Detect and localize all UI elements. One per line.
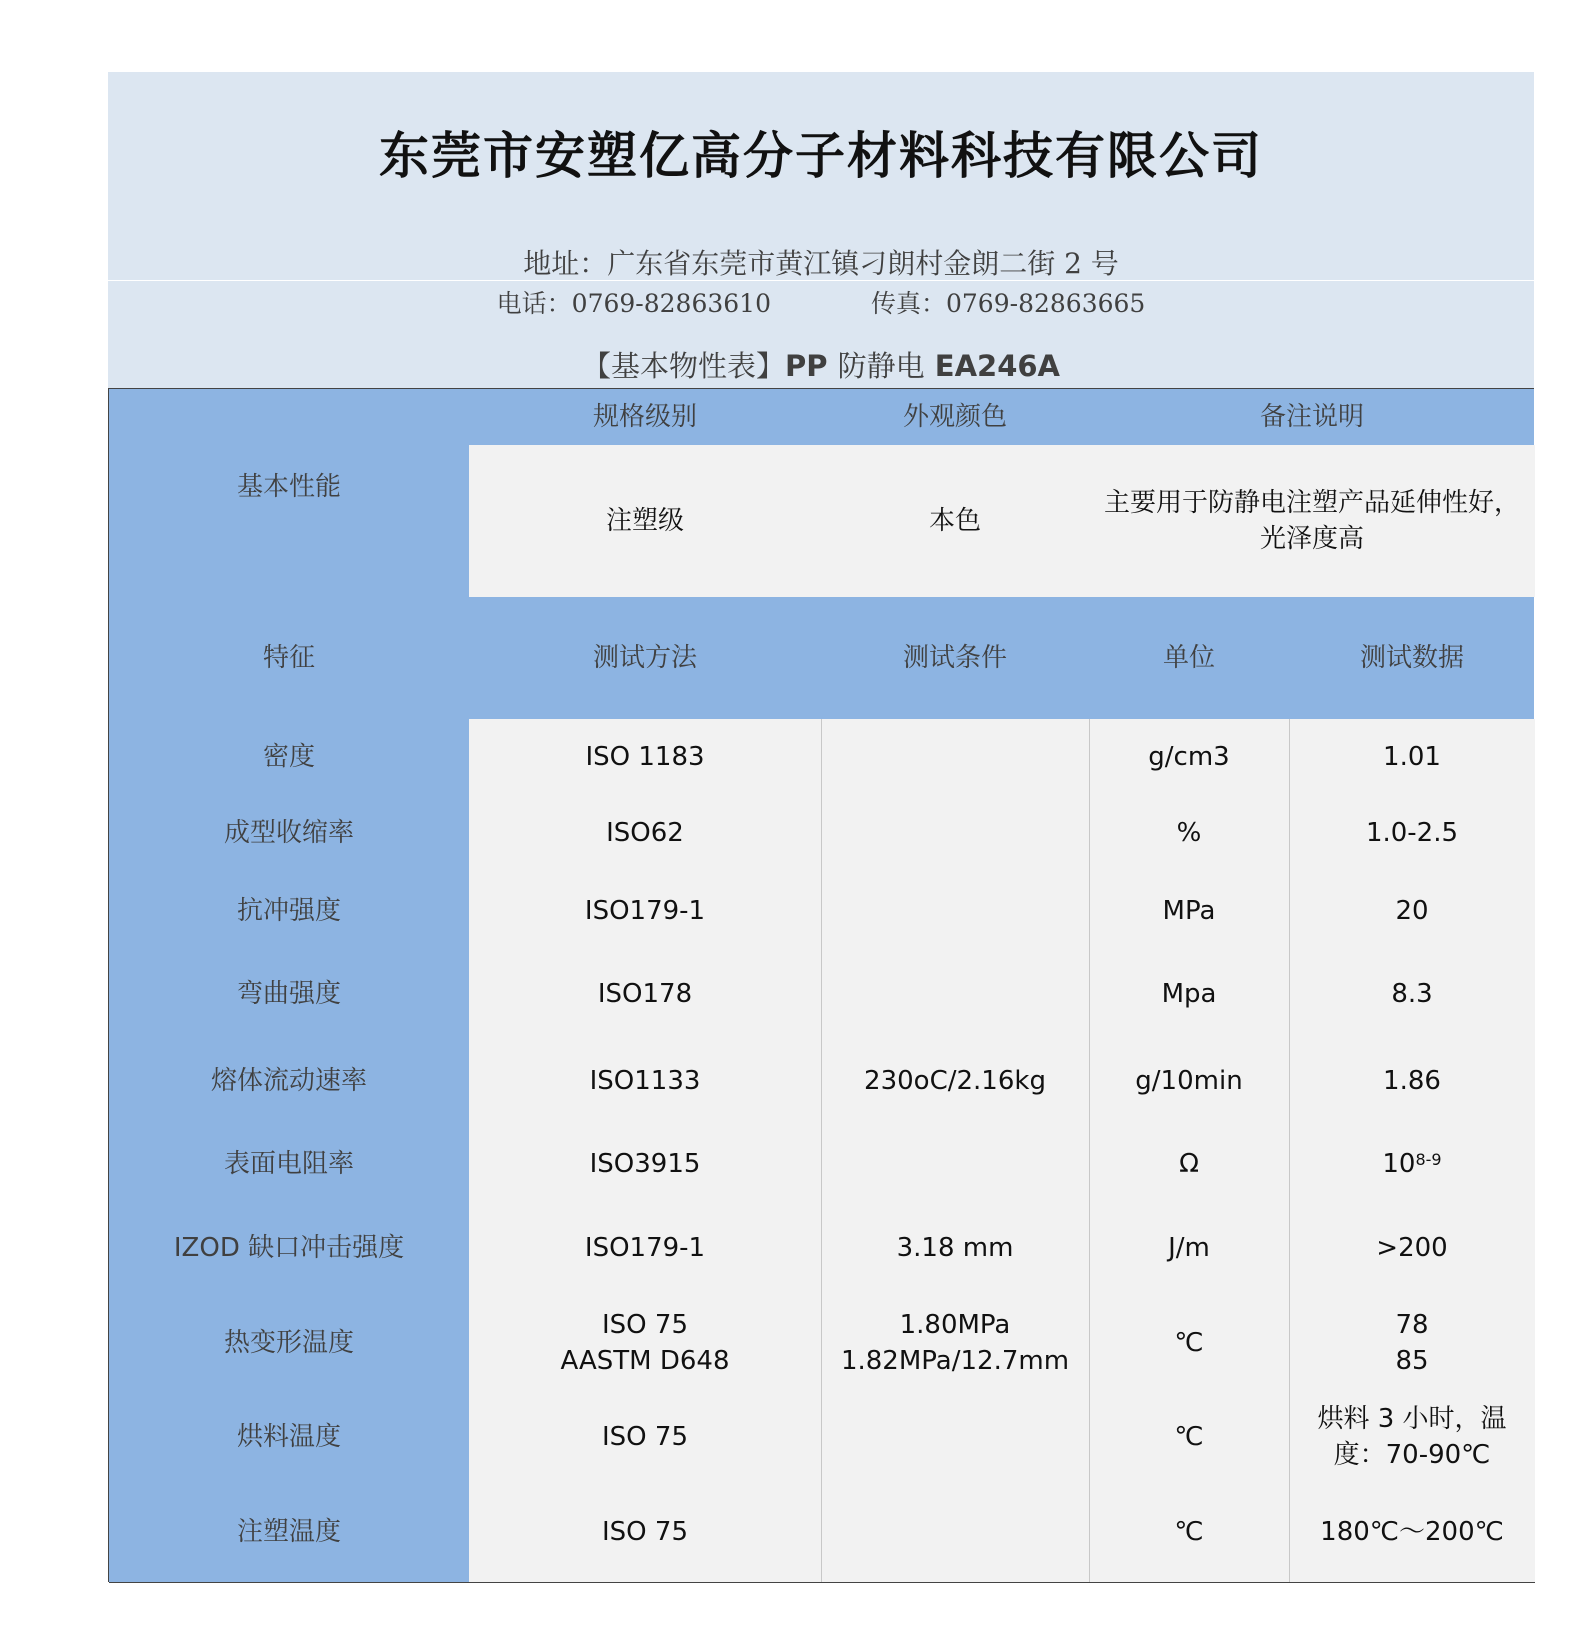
fax-number: 传真：0769-82863665: [871, 289, 1146, 318]
sheet-title-type: 防静电: [837, 349, 925, 383]
basic-col-remark: 备注说明: [1259, 402, 1364, 432]
row-unit: g/cm3: [1148, 742, 1230, 772]
row-value: [1289, 1125, 1535, 1203]
row-value: 1.01: [1383, 742, 1441, 772]
row-value-exponent: 8-9: [1415, 1150, 1442, 1169]
row-value: 180℃～200℃: [1320, 1517, 1504, 1547]
row-method: ISO 75: [602, 1517, 688, 1547]
row-feature: 弯曲强度: [236, 979, 341, 1009]
basic-section-label: 基本性能: [236, 472, 341, 502]
contact-line: [108, 284, 1534, 320]
datasheet: [108, 72, 1534, 1582]
company-address: 地址：广东省东莞市黄江镇刁朗村金朗二街 2 号: [523, 247, 1119, 280]
row-unit: J/m: [1168, 1233, 1210, 1263]
row-method: ISO179-1: [584, 1233, 706, 1263]
row-condition: [821, 795, 1089, 871]
header-divider: [108, 280, 1534, 281]
basic-remark-value: 主要用于防静电注塑产品延伸性好，光泽度高: [1089, 445, 1535, 597]
row-feature: 熔体流动速率: [210, 1066, 367, 1096]
row-value-base: 10: [1382, 1149, 1416, 1179]
row-method: ISO 1183: [585, 742, 705, 772]
basic-col-color: 外观颜色: [902, 402, 1007, 432]
col-condition: 测试条件: [902, 643, 1007, 673]
sheet-title-product: PP: [785, 349, 828, 383]
row-unit: ℃: [1174, 1328, 1204, 1358]
row-unit: ℃: [1174, 1422, 1204, 1452]
row-feature: 注塑温度: [236, 1517, 341, 1547]
row-unit: Mpa: [1161, 979, 1217, 1009]
row-method: ISO62: [606, 818, 684, 848]
row-unit: %: [1176, 818, 1202, 848]
row-feature: 烘料温度: [236, 1422, 341, 1452]
row-value: 20: [1395, 896, 1429, 926]
table-bottom-border: [109, 1582, 1535, 1583]
basic-color-value: 本色: [821, 445, 1089, 597]
row-condition: 1.80MPa 1.82MPa/12.7mm: [840, 1310, 1070, 1376]
basic-grade-value: 注塑级: [469, 445, 821, 597]
phone-number: 电话：0769-82863610: [496, 289, 771, 318]
row-feature: 密度: [262, 742, 315, 772]
sheet-title-grade: EA246A: [934, 349, 1060, 383]
row-value: 烘料 3 小时，温度：70-90℃: [1317, 1404, 1507, 1470]
company-name: 东莞市安塑亿高分子材料科技有限公司: [379, 127, 1263, 185]
basic-col-grade: 规格级别: [592, 402, 697, 432]
col-unit: 单位: [1162, 643, 1215, 673]
col-data: 测试数据: [1359, 643, 1464, 673]
row-feature: 表面电阻率: [223, 1149, 354, 1179]
row-feature: 热变形温度: [223, 1328, 354, 1358]
row-feature: IZOD 缺口冲击强度: [173, 1233, 405, 1263]
row-condition: 3.18 mm: [896, 1233, 1014, 1263]
row-method: ISO1133: [589, 1066, 701, 1096]
sheet-title: [108, 344, 1534, 385]
row-unit: Ω: [1179, 1149, 1199, 1179]
row-condition: [821, 1393, 1089, 1481]
row-unit: MPa: [1162, 896, 1216, 926]
row-unit: g/10min: [1135, 1066, 1243, 1096]
row-feature: 成型收缩率: [223, 818, 354, 848]
row-value: 8.3: [1391, 979, 1433, 1009]
sheet-header: [108, 72, 1534, 388]
row-condition: [821, 719, 1089, 795]
row-feature: 抗冲强度: [236, 896, 341, 926]
col-feature: 特征: [262, 643, 315, 673]
row-method: ISO3915: [589, 1149, 701, 1179]
row-value: 1.86: [1383, 1066, 1441, 1096]
row-method: ISO 75 AASTM D648: [560, 1310, 730, 1376]
row-unit: ℃: [1174, 1517, 1204, 1547]
row-condition: [821, 1481, 1089, 1583]
row-value: >200: [1376, 1233, 1448, 1263]
col-method: 测试方法: [592, 643, 697, 673]
sheet-title-prefix: 【基本物性表】: [582, 349, 786, 383]
row-method: ISO178: [597, 979, 693, 1009]
row-condition: [821, 1125, 1089, 1203]
row-condition: [821, 951, 1089, 1037]
row-condition: [821, 871, 1089, 951]
row-condition: 230oC/2.16kg: [864, 1066, 1046, 1096]
row-value: 78 85: [1395, 1310, 1429, 1376]
row-method: ISO 75: [602, 1422, 688, 1452]
row-method: ISO179-1: [584, 896, 706, 926]
row-value: 1.0-2.5: [1365, 818, 1459, 848]
property-table: [108, 388, 1534, 1582]
